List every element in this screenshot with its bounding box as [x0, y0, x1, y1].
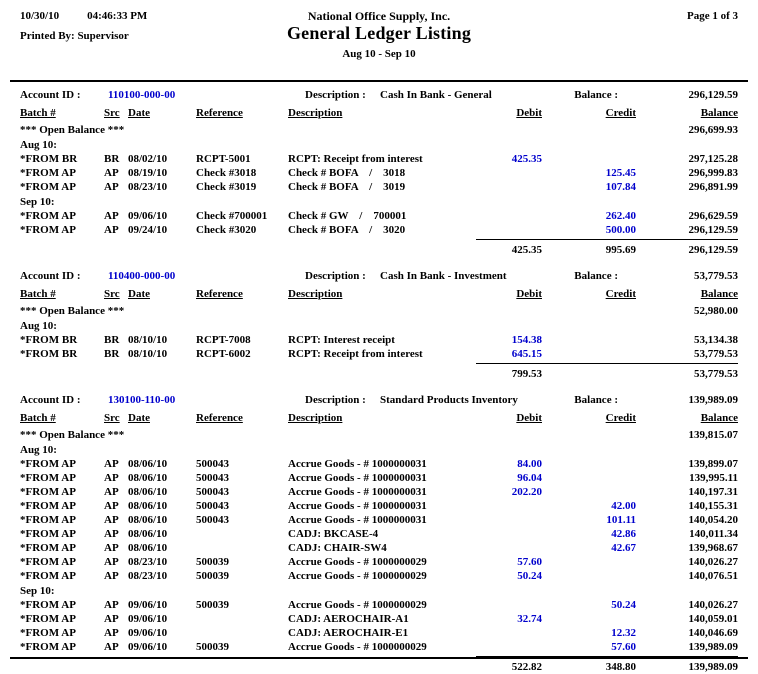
balance-cell: 140,059.01: [688, 613, 738, 625]
period-group-row: [20, 318, 738, 333]
date-cell: 09/06/10: [128, 599, 168, 611]
balance-cell: 296,891.99: [688, 181, 738, 193]
balance-cell: 140,011.34: [689, 528, 738, 540]
balance-cell: 139,968.67: [688, 542, 738, 554]
description-cell: Accrue Goods - # 1000000031: [288, 500, 427, 512]
column-header-debit: Debit: [516, 107, 542, 119]
account-header-row: [20, 391, 738, 409]
credit-cell: [542, 569, 636, 583]
column-header-credit: Credit: [605, 107, 636, 119]
balance-cell: 139,995.11: [689, 472, 738, 484]
credit-cell[interactable]: 125.45: [605, 167, 636, 179]
account-section: [20, 86, 738, 257]
src-cell: AP: [104, 528, 119, 540]
report-period: Aug 10 - Sep 10: [342, 48, 416, 60]
debit-cell: [476, 223, 542, 237]
column-header-description: Description: [288, 107, 343, 119]
column-header-batch: Batch #: [20, 412, 56, 424]
src-cell: BR: [104, 334, 120, 346]
debit-cell: [476, 499, 542, 513]
reference-cell: Check #3020: [196, 224, 257, 236]
credit-cell: [542, 457, 636, 471]
column-header-debit: Debit: [516, 412, 542, 424]
totals-balance: 53,779.53: [636, 363, 738, 381]
description-cell: Check # BOFA / 3020: [288, 224, 406, 236]
reference-cell: Check #700001: [196, 210, 268, 222]
src-cell: AP: [104, 181, 119, 193]
description-cell: CADJ: BKCASE-4: [288, 528, 379, 540]
period-group-label: Aug 10:: [20, 139, 57, 151]
description-cell: Check # BOFA / 3018: [288, 167, 406, 179]
credit-cell[interactable]: 12.32: [611, 627, 636, 639]
reference-cell: [196, 541, 288, 555]
report-title: General Ledger Listing: [286, 23, 472, 43]
debit-cell[interactable]: 57.60: [517, 556, 542, 568]
period-group-label: Aug 10:: [20, 444, 57, 456]
date-cell: 08/02/10: [128, 153, 168, 165]
date-cell: 08/06/10: [128, 542, 168, 554]
account-id-value[interactable]: 110400-000-00: [108, 270, 176, 282]
column-header-credit: Credit: [605, 412, 636, 424]
batch-cell: *FROM AP: [20, 528, 76, 540]
ledger-row: [20, 626, 738, 640]
batch-cell: *FROM BR: [20, 153, 78, 165]
period-group-row: [20, 583, 738, 598]
balance-cell: 297,125.28: [688, 153, 738, 165]
ledger-row: [20, 152, 738, 166]
batch-cell: *FROM AP: [20, 210, 76, 222]
reference-cell: 500043: [196, 486, 229, 498]
description-label: Description :: [305, 394, 366, 406]
date-cell: 08/06/10: [128, 486, 168, 498]
column-header-description: Description: [288, 288, 343, 300]
batch-cell: *FROM AP: [20, 224, 76, 236]
ledger-row: [20, 333, 738, 347]
credit-cell[interactable]: 42.67: [611, 542, 636, 554]
batch-cell: *FROM AP: [20, 514, 76, 526]
credit-cell: [542, 152, 636, 166]
ledger-row: [20, 513, 738, 527]
balance-cell: 140,026.27: [688, 599, 738, 611]
column-header-batch: Batch #: [20, 107, 56, 119]
open-balance-credit-spacer: [542, 123, 636, 137]
batch-cell: *FROM AP: [20, 570, 76, 582]
open-balance-label: *** Open Balance ***: [20, 429, 125, 441]
open-balance-label: *** Open Balance ***: [20, 305, 125, 317]
period-group-label: Sep 10:: [20, 585, 55, 597]
reference-cell: 500043: [196, 514, 229, 526]
ledger-row: [20, 527, 738, 541]
src-cell: AP: [104, 570, 119, 582]
column-header-date: Date: [128, 288, 150, 300]
description-cell: CADJ: AEROCHAIR-E1: [288, 627, 409, 639]
batch-cell: *FROM BR: [20, 348, 78, 360]
date-cell: 09/06/10: [128, 627, 168, 639]
open-balance-row: [20, 123, 738, 137]
balance-cell: 140,155.31: [688, 500, 738, 512]
open-balance-row: [20, 304, 738, 318]
report-header: [20, 8, 738, 70]
column-header-description: Description: [288, 412, 343, 424]
period-group-row: [20, 137, 738, 152]
description-cell: RCPT: Interest receipt: [288, 334, 395, 346]
balance-label: Balance :: [574, 394, 618, 406]
open-balance-label: *** Open Balance ***: [20, 124, 125, 136]
src-cell: AP: [104, 627, 119, 639]
reference-cell: 500039: [196, 641, 229, 653]
credit-cell: [542, 333, 636, 347]
totals-debit: 522.82: [476, 656, 542, 674]
balance-cell: 296,999.83: [688, 167, 738, 179]
totals-row: [20, 362, 738, 381]
description-cell: Check # GW / 700001: [288, 210, 407, 222]
period-group-label: Aug 10:: [20, 320, 57, 332]
debit-cell: [476, 180, 542, 194]
column-header-date: Date: [128, 107, 150, 119]
credit-cell[interactable]: 50.24: [611, 599, 636, 611]
open-balance-credit-spacer: [542, 428, 636, 442]
batch-cell: *FROM AP: [20, 599, 76, 611]
batch-cell: *FROM AP: [20, 641, 76, 653]
debit-cell: [476, 513, 542, 527]
ledger-row: [20, 166, 738, 180]
credit-cell[interactable]: 101.11: [606, 514, 636, 526]
reference-cell: 500039: [196, 556, 229, 568]
description-label: Description :: [305, 270, 366, 282]
header-rule: [10, 80, 748, 82]
reference-cell: RCPT-5001: [196, 153, 251, 165]
column-header-row: [20, 409, 738, 428]
description-cell: Accrue Goods - # 1000000029: [288, 641, 427, 653]
open-balance-value: 52,980.00: [694, 305, 738, 317]
date-cell: 09/06/10: [128, 210, 168, 222]
open-balance-value: 296,699.93: [688, 124, 738, 136]
src-cell: AP: [104, 458, 119, 470]
date-cell: 08/23/10: [128, 181, 168, 193]
account-section: [20, 391, 738, 674]
credit-cell[interactable]: 107.84: [605, 181, 636, 193]
batch-cell: *FROM AP: [20, 613, 76, 625]
description-cell: Accrue Goods - # 1000000029: [288, 599, 427, 611]
description-cell: Accrue Goods - # 1000000031: [288, 514, 427, 526]
open-balance-row: [20, 428, 738, 442]
totals-spacer: [20, 362, 476, 381]
account-header-row: [20, 267, 738, 285]
balance-cell: 296,629.59: [688, 210, 738, 222]
debit-cell: [476, 527, 542, 541]
reference-cell: 500043: [196, 458, 229, 470]
src-cell: AP: [104, 514, 119, 526]
batch-cell: *FROM AP: [20, 167, 76, 179]
ledger-row: [20, 180, 738, 194]
account-id-label: Account ID :: [20, 394, 81, 406]
ledger-row: [20, 223, 738, 237]
credit-cell: [542, 347, 636, 361]
account-id-label: Account ID :: [20, 89, 81, 101]
date-cell: 08/06/10: [128, 458, 168, 470]
ledger-row: [20, 598, 738, 612]
debit-cell: [476, 541, 542, 555]
open-balance-debit-spacer: [476, 304, 542, 318]
balance-cell: 139,989.09: [688, 641, 738, 653]
batch-cell: *FROM BR: [20, 334, 78, 346]
account-id-value[interactable]: 130100-110-00: [108, 394, 176, 406]
batch-cell: *FROM AP: [20, 556, 76, 568]
column-header-reference: Reference: [196, 107, 243, 119]
footer-rule: [10, 657, 748, 659]
src-cell: AP: [104, 599, 119, 611]
batch-cell: *FROM AP: [20, 500, 76, 512]
ledger-row: [20, 209, 738, 223]
src-cell: AP: [104, 472, 119, 484]
ledger-row: [20, 612, 738, 626]
totals-debit: 799.53: [476, 363, 542, 381]
credit-cell: [542, 555, 636, 569]
reference-cell: 500043: [196, 472, 229, 484]
balance-cell: 296,129.59: [688, 224, 738, 236]
reference-cell: [196, 626, 288, 640]
period-group-row: [20, 442, 738, 457]
debit-cell[interactable]: 50.24: [517, 570, 542, 582]
open-balance-debit-spacer: [476, 428, 542, 442]
date-cell: 08/06/10: [128, 514, 168, 526]
balance-label: Balance :: [574, 89, 618, 101]
totals-row: [20, 238, 738, 257]
account-balance: 296,129.59: [688, 89, 738, 101]
src-cell: AP: [104, 613, 119, 625]
account-description: Cash In Bank - Investment: [380, 270, 507, 282]
ledger-row: [20, 347, 738, 361]
reference-cell: 500039: [196, 570, 229, 582]
ledger-row: [20, 541, 738, 555]
balance-cell: 140,026.27: [688, 556, 738, 568]
balance-cell: 53,134.38: [694, 334, 738, 346]
src-cell: AP: [104, 210, 119, 222]
company-name: National Office Supply, Inc.: [307, 9, 451, 23]
totals-debit: 425.35: [476, 239, 542, 257]
src-cell: AP: [104, 556, 119, 568]
column-header-reference: Reference: [196, 412, 243, 424]
date-cell: 08/19/10: [128, 167, 168, 179]
debit-cell: [476, 209, 542, 223]
ledger-row: [20, 640, 738, 654]
column-header-date: Date: [128, 412, 150, 424]
src-cell: BR: [104, 348, 120, 360]
batch-cell: *FROM AP: [20, 181, 76, 193]
debit-cell[interactable]: 32.74: [517, 613, 542, 625]
balance-cell: 140,076.51: [688, 570, 738, 582]
debit-cell[interactable]: 84.00: [517, 458, 542, 470]
date-cell: 08/23/10: [128, 556, 168, 568]
account-id-value[interactable]: 110100-000-00: [108, 89, 176, 101]
debit-cell: [476, 626, 542, 640]
totals-balance: 296,129.59: [636, 239, 738, 257]
ledger-row: [20, 485, 738, 499]
date-cell: 08/10/10: [128, 348, 168, 360]
batch-cell: *FROM AP: [20, 627, 76, 639]
reference-cell: Check #3019: [196, 181, 257, 193]
totals-credit: [542, 363, 636, 381]
src-cell: AP: [104, 167, 119, 179]
date-cell: 08/23/10: [128, 570, 168, 582]
open-balance-value: 139,815.07: [688, 429, 738, 441]
date-cell: 09/06/10: [128, 613, 168, 625]
src-cell: AP: [104, 641, 119, 653]
page-number: Page 1 of 3: [686, 10, 738, 22]
totals-credit: 995.69: [542, 239, 636, 257]
balance-cell: 53,779.53: [694, 348, 738, 360]
account-section: [20, 267, 738, 381]
description-cell: Check # BOFA / 3019: [288, 181, 406, 193]
date-cell: 08/06/10: [128, 500, 168, 512]
account-balance: 139,989.09: [688, 394, 738, 406]
ledger-row: [20, 499, 738, 513]
column-header-balance: Balance: [700, 288, 738, 300]
totals-spacer: [20, 238, 476, 257]
credit-cell: [542, 485, 636, 499]
reference-cell: 500043: [196, 500, 229, 512]
column-header-credit: Credit: [605, 288, 636, 300]
date-cell: 08/06/10: [128, 472, 168, 484]
account-description: Standard Products Inventory: [380, 394, 518, 406]
balance-cell: 140,054.20: [688, 514, 738, 526]
debit-cell[interactable]: 96.04: [517, 472, 542, 484]
period-group-label: Sep 10:: [20, 196, 55, 208]
batch-cell: *FROM AP: [20, 486, 76, 498]
reference-cell: [196, 612, 288, 626]
credit-cell[interactable]: 42.86: [611, 528, 636, 540]
print-date: 10/30/10: [20, 10, 60, 22]
date-cell: 08/06/10: [128, 528, 168, 540]
debit-cell[interactable]: 425.35: [511, 153, 542, 165]
batch-cell: *FROM AP: [20, 458, 76, 470]
src-cell: AP: [104, 500, 119, 512]
ledger-row: [20, 569, 738, 583]
description-cell: CADJ: CHAIR-SW4: [288, 542, 387, 554]
report-body: [20, 86, 738, 674]
column-header-src: Src: [104, 107, 120, 119]
account-id-label: Account ID :: [20, 270, 81, 282]
totals-credit: 348.80: [542, 656, 636, 674]
account-balance: 53,779.53: [694, 270, 738, 282]
reference-cell: [196, 527, 288, 541]
print-time: 04:46:33 PM: [87, 10, 148, 22]
src-cell: BR: [104, 153, 120, 165]
description-cell: RCPT: Receipt from interest: [288, 348, 423, 360]
date-cell: 09/06/10: [128, 641, 168, 653]
totals-balance: 139,989.09: [636, 656, 738, 674]
reference-cell: Check #3018: [196, 167, 257, 179]
ledger-row: [20, 555, 738, 569]
batch-cell: *FROM AP: [20, 542, 76, 554]
description-cell: Accrue Goods - # 1000000031: [288, 472, 427, 484]
description-cell: RCPT: Receipt from interest: [288, 153, 423, 165]
balance-cell: 140,046.69: [688, 627, 738, 639]
description-cell: Accrue Goods - # 1000000031: [288, 486, 427, 498]
description-cell: Accrue Goods - # 1000000031: [288, 458, 427, 470]
src-cell: AP: [104, 224, 119, 236]
credit-cell: [542, 471, 636, 485]
date-cell: 08/10/10: [128, 334, 168, 346]
column-header-row: [20, 104, 738, 123]
description-label: Description :: [305, 89, 366, 101]
description-cell: CADJ: AEROCHAIR-A1: [288, 613, 409, 625]
description-cell: Accrue Goods - # 1000000029: [288, 570, 427, 582]
column-header-batch: Batch #: [20, 288, 56, 300]
src-cell: AP: [104, 542, 119, 554]
reference-cell: RCPT-7008: [196, 334, 251, 346]
balance-label: Balance :: [574, 270, 618, 282]
column-header-src: Src: [104, 288, 120, 300]
column-header-src: Src: [104, 412, 120, 424]
period-group-row: [20, 194, 738, 209]
date-cell: 09/24/10: [128, 224, 168, 236]
ledger-row: [20, 457, 738, 471]
open-balance-credit-spacer: [542, 304, 636, 318]
debit-cell: [476, 598, 542, 612]
balance-cell: 140,197.31: [688, 486, 738, 498]
column-header-row: [20, 285, 738, 304]
debit-cell[interactable]: 154.38: [511, 334, 542, 346]
account-header-row: [20, 86, 738, 104]
ledger-row: [20, 471, 738, 485]
src-cell: AP: [104, 486, 119, 498]
balance-cell: 139,899.07: [688, 458, 738, 470]
credit-cell[interactable]: 57.60: [611, 641, 636, 653]
column-header-balance: Balance: [700, 107, 738, 119]
credit-cell[interactable]: 262.40: [605, 210, 636, 222]
debit-cell: [476, 640, 542, 654]
account-description: Cash In Bank - General: [380, 89, 492, 101]
column-header-balance: Balance: [700, 412, 738, 424]
reference-cell: RCPT-6002: [196, 348, 251, 360]
description-cell: Accrue Goods - # 1000000029: [288, 556, 427, 568]
column-header-reference: Reference: [196, 288, 243, 300]
credit-cell[interactable]: 42.00: [611, 500, 636, 512]
debit-cell: [476, 166, 542, 180]
column-header-debit: Debit: [516, 288, 542, 300]
credit-cell[interactable]: 500.00: [605, 224, 636, 236]
batch-cell: *FROM AP: [20, 472, 76, 484]
reference-cell: 500039: [196, 599, 229, 611]
debit-cell[interactable]: 202.20: [511, 486, 542, 498]
debit-cell[interactable]: 645.15: [511, 348, 542, 360]
open-balance-debit-spacer: [476, 123, 542, 137]
printed-by: Printed By: Supervisor: [20, 30, 129, 42]
credit-cell: [542, 612, 636, 626]
